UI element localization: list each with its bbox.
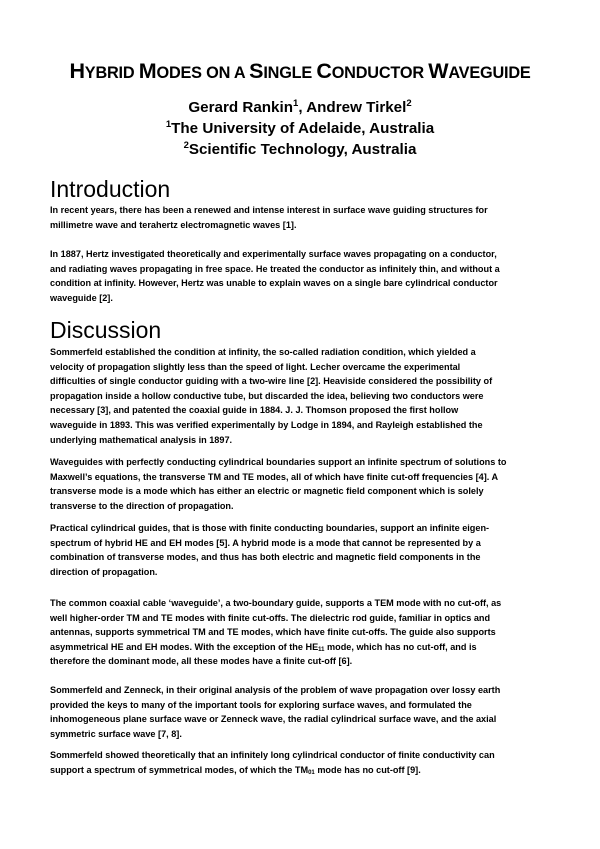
author-names: Gerard Rankin$^1$, Andrew Tirkel$^2$ [188, 98, 412, 116]
discussion-paragraph-5: Sommerfeld and Zenneck, in their original analysis of the problem of wave propagation over lossy earth provided the keys to many of the important tools for exploring surface waves, and formulated the inhomogeneous plane surface wave or Zenneck wave, the radial cylindrical surface wave, and the axial symmetric surface wave [7, 8]. [50, 685, 501, 739]
paper-title: HYBRID MODES ON A SINGLE CONDUCTOR WAVEGUIDE [69, 59, 531, 83]
discussion-paragraph-2: Waveguides with perfectly conducting cylindrical boundaries support an infinite spectrum of solutions to Maxwell’s equations, the transverse TM and TE modes, all of which have finite cut-off frequencies [4]. A transverse mode is a mode which has either an electric or magnetic field component which is solely transverse to the direction of propagation. [50, 457, 507, 511]
intro-paragraph-2: In 1887, Hertz investigated theoretically and experimentally surface waves propagating on a conductor, and radiating waves propagating in free space. He treated the conductor as infinitely thin, and without a condition at infinity. However, Hertz was unable to explain waves on a single bare cylindrical conductor waveguide [2]. [50, 249, 500, 303]
discussion-paragraph-1: Sommerfeld established the condition at infinity, the so-called radiation condition, which yielded a velocity of propagation slightly less than the speed of light. Lecher overcame the experimental difficulties of single conductor guiding with a two-wire line [2]. Heaviside considered the possibility of propagation inside a hollow conductive tube, but discarded the idea, believing two conductors were necessary [3], and patented the coaxial guide in 1884. J. J. Thomson proposed the first hollow waveguide in 1893. This was verified experimentally by Lodge in 1894, and Rayleigh established the underlying mathematical analysis in 1897. [50, 347, 493, 445]
discussion-paragraph-4: The common coaxial cable ‘waveguide’, a two-boundary guide, supports a TEM mode with no cut-off, as well higher-order TM and TE modes with finite cut-offs. The dielectric rod guide, familiar in optics and antennas, supports symmetrical TM and TE modes, which have finite cut-offs. The guide also supports asymmetrical HE and EH modes. With the exception of the $HE_{11}$ mode, which has no cut-off, and is therefore the dominant mode, all these modes have a finite cut-off [6]. [50, 598, 502, 667]
affiliation-2: $^2$Scientific Technology, Australia [183, 140, 417, 158]
subscript-11: 11 [318, 646, 325, 653]
discussion-paragraph-3: Practical cylindrical guides, that is those with finite conducting boundaries, support an infinite eigen- spectrum of hybrid HE and EH modes [5]. A hybrid mode is a mode that cannot be represented by a combination of transverse modes, and thus has both electric and magnetic field components in the direction of propagation. [50, 523, 490, 577]
discussion-paragraph-6: Sommerfeld showed theoretically that an infinitely long cylindrical conductor of finite conductivity can support a spectrum of symmetrical modes, of which the $TM_{01}$ mode has no cut-off [9]. [50, 750, 495, 776]
affiliation-1: $^1$The University of Adelaide, Australia [165, 119, 435, 137]
intro-paragraph-1: In recent years, there has been a renewed and intense interest in surface wave guiding structures for millimetre wave and terahertz electromagnetic waves [1]. [50, 205, 488, 230]
section-heading-introduction: Introduction [50, 176, 171, 202]
subscript-01: 01 [308, 769, 315, 776]
section-heading-discussion: Discussion [50, 317, 162, 343]
